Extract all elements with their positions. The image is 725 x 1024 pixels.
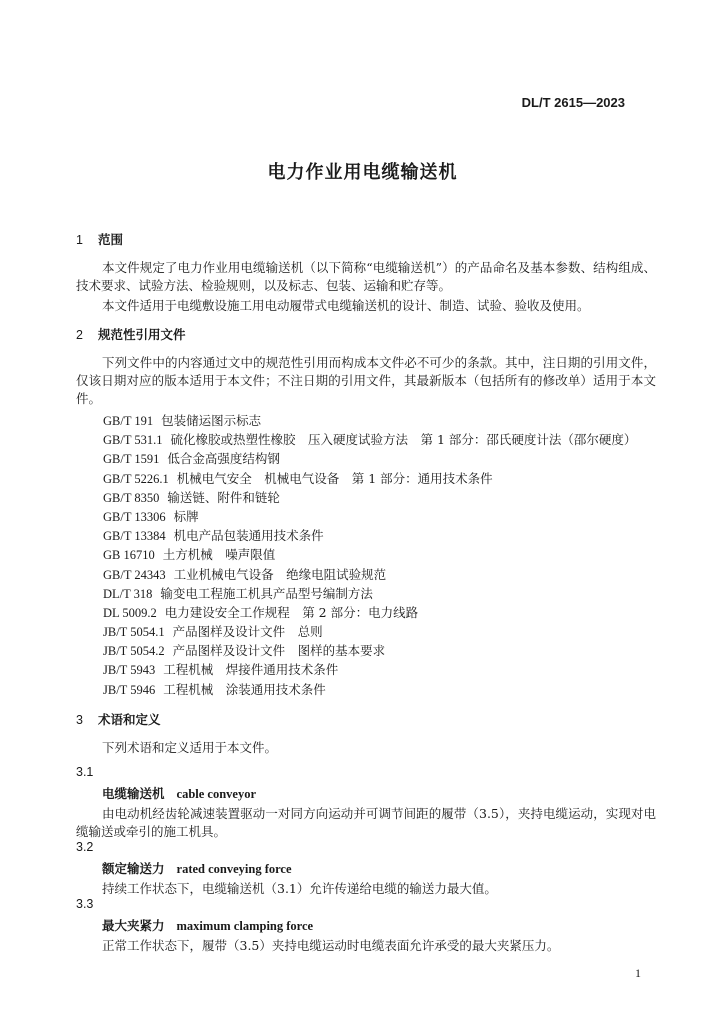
section-1-paragraph-1: 本文件规定了电力作业用电缆输送机（以下简称“电缆输送机”）的产品命名及基本参数、结构组成、技术要求、试验方法、检验规则，以及标志、包装、运输和贮存等。	[76, 260, 656, 293]
reference-title: 工业机械电气设备 绝缘电阻试验规范	[173, 566, 387, 582]
reference-title: 输变电工程施工机具产品型号编制方法	[160, 585, 373, 601]
reference-code: GB/T 191	[103, 414, 154, 428]
reference-code: JB/T 5054.2	[103, 644, 165, 659]
reference-code: GB/T 13306	[103, 509, 166, 524]
term-3-3	[76, 895, 656, 955]
term-name: 电缆输送机	[102, 786, 165, 801]
reference-item	[103, 545, 636, 564]
term-definition: 正常工作状态下，履带（3.5）夹持电缆运动时电缆表面允许承受的最大夹紧压力。	[102, 938, 560, 953]
reference-title: 电力建设安全工作规程 第 2 部分：电力线路	[164, 604, 419, 620]
reference-title: 标牌	[173, 508, 199, 524]
reference-item	[103, 469, 636, 488]
reference-code: JB/T 5946	[103, 682, 156, 697]
reference-title: 工程机械 涂装通用技术条件	[163, 681, 326, 697]
reference-item	[103, 565, 636, 584]
term-3-1	[76, 763, 656, 841]
standard-code: DL/T 2615—2023	[521, 95, 625, 110]
reference-item	[103, 526, 636, 545]
term-number: 3.2	[76, 840, 94, 854]
term-heading	[76, 785, 656, 803]
reference-item	[103, 622, 636, 641]
section-2-heading	[76, 326, 656, 344]
reference-item	[103, 641, 636, 660]
section-3-intro: 下列术语和定义适用于本文件。	[102, 740, 278, 755]
reference-code: GB/T 24343	[103, 567, 166, 582]
reference-title: 包装储运图示标志	[161, 413, 262, 428]
term-heading	[76, 917, 656, 935]
reference-title: 低合金高强度结构钢	[167, 451, 280, 467]
term-definition: 持续工作状态下，电缆输送机（3.1）允许传递给电缆的输送力最大值。	[102, 881, 497, 896]
section-1-paragraph-2: 本文件适用于电缆敷设施工用电动履带式电缆输送机的设计、制造、试验、验收及使用。	[102, 298, 590, 313]
reference-code: GB 16710	[103, 548, 155, 563]
reference-title: 机械电气安全 机械电气设备 第 1 部分：通用技术条件	[176, 470, 493, 486]
section-title: 规范性引用文件	[98, 327, 186, 342]
section-number: 2	[76, 328, 83, 342]
reference-title: 输送链、附件和链轮	[167, 489, 280, 505]
reference-item	[103, 660, 636, 679]
page-number: 1	[635, 966, 641, 980]
section-2-intro: 下列文件中的内容通过文中的规范性引用而构成本文件必不可少的条款。其中，注日期的引用文件，仅该日期对应的版本适用于本文件；不注日期的引用文件，其最新版本（包括所有的修改单）适用于本文件。	[76, 355, 656, 406]
reference-code: GB/T 5226.1	[103, 471, 169, 486]
term-heading	[76, 860, 656, 878]
reference-title: 产品图样及设计文件 图样的基本要求	[172, 643, 386, 659]
reference-item	[103, 507, 636, 526]
reference-title: 硫化橡胶或热塑性橡胶 压入硬度试验方法 第 1 部分：邵氏硬度计法（邵尔硬度）	[170, 432, 637, 448]
reference-title: 土方机械 噪声限值	[162, 547, 276, 563]
reference-code: JB/T 5054.1	[103, 625, 165, 640]
reference-item	[103, 449, 636, 468]
term-name: 额定输送力	[102, 861, 165, 876]
section-1-heading	[76, 231, 656, 249]
reference-item	[103, 603, 636, 622]
term-definition: 由电动机经齿轮减速装置驱动一对同方向运动并可调节间距的履带（3.5），夹持电缆运动，实现对电缆输送或牵引的施工机具。	[76, 806, 656, 839]
section-title: 术语和定义	[98, 712, 161, 727]
section-title: 范围	[98, 232, 124, 247]
document-title: 电力作业用电缆输送机	[267, 162, 458, 183]
term-name: 最大夹紧力	[102, 918, 165, 933]
reference-code: GB/T 1591	[103, 452, 160, 467]
reference-title: 机电产品包装通用技术条件	[173, 528, 324, 544]
reference-item	[103, 488, 636, 507]
reference-code: GB/T 8350	[103, 490, 160, 505]
term-english: maximum clamping force	[176, 919, 314, 933]
term-english: rated conveying force	[176, 862, 292, 876]
section-number: 1	[76, 233, 83, 247]
reference-code: DL 5009.2	[103, 605, 157, 620]
reference-item	[103, 411, 636, 430]
reference-title: 工程机械 焊接件通用技术条件	[163, 662, 339, 678]
section-number: 3	[76, 713, 83, 727]
normative-reference-list	[103, 411, 636, 699]
reference-code: GB/T 13384	[103, 529, 166, 544]
term-english: cable conveyor	[176, 787, 257, 801]
reference-item	[103, 680, 636, 699]
reference-code: GB/T 531.1	[103, 433, 163, 448]
term-3-2	[76, 838, 656, 898]
term-number: 3.1	[76, 765, 94, 779]
reference-code: JB/T 5943	[103, 663, 156, 678]
reference-item	[103, 584, 636, 603]
section-3-heading	[76, 711, 656, 729]
term-number: 3.3	[76, 897, 94, 911]
reference-title: 产品图样及设计文件 总则	[172, 624, 323, 640]
reference-item	[103, 430, 636, 449]
reference-code: DL/T 318	[103, 586, 153, 601]
